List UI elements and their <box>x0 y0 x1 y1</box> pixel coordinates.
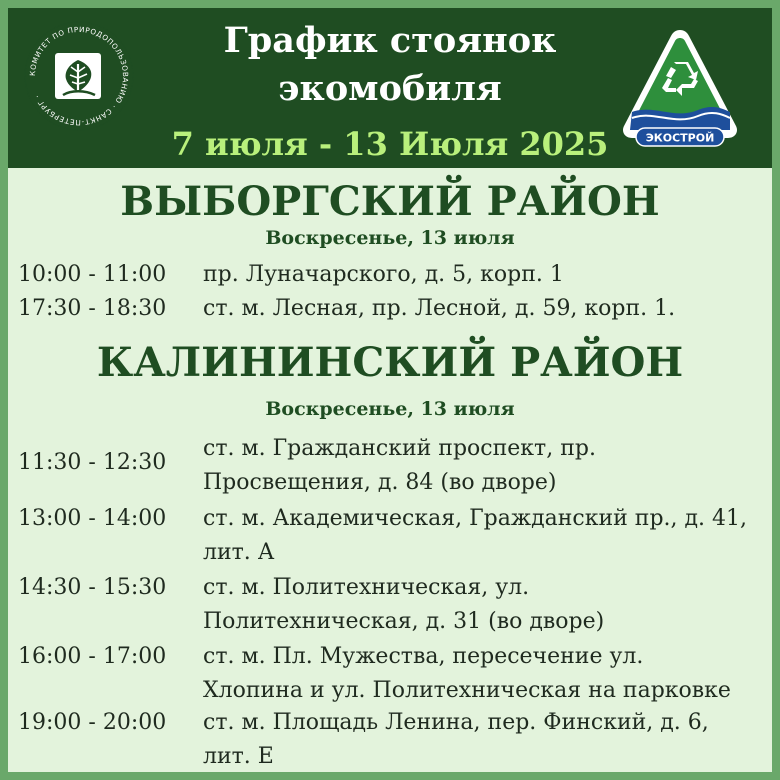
address-line: ст. м. Площадь Ленина, пер. Финский, д. 6, <box>203 710 709 735</box>
stop-time: 10:00 - 11:00 <box>18 262 167 287</box>
address-line: Хлопина и ул. Политехническая на парковке <box>203 678 731 703</box>
stop-time: 19:00 - 20:00 <box>18 710 167 735</box>
district-title-vyborgsky: ВЫБОРГСКИЙ РАЙОН <box>120 178 660 225</box>
stop-address <box>203 292 763 326</box>
address-line: ст. м. Академическая, Гражданский пр., д. 41, <box>203 506 748 531</box>
address-line: ст. м. Политехническая, ул. <box>203 575 530 600</box>
stop-address <box>203 640 763 708</box>
title-line-1: График стоянок <box>223 20 557 61</box>
stop-address <box>203 502 763 570</box>
stop-time: 11:30 - 12:30 <box>18 450 167 475</box>
address-line: Политехническая, д. 31 (во дворе) <box>203 609 605 634</box>
header-banner <box>8 8 772 168</box>
poster <box>8 8 772 772</box>
stop-address <box>203 258 763 292</box>
address-line: Просвещения, д. 84 (во дворе) <box>203 470 557 495</box>
stop-address <box>203 432 763 500</box>
title-line-2: экомобиля <box>278 68 502 109</box>
address-line: ст. м. Гражданский проспект, пр. <box>203 436 596 461</box>
stop-time: 17:30 - 18:30 <box>18 296 167 321</box>
address-line: пр. Луначарского, д. 5, корп. 1 <box>203 262 564 287</box>
district-day-kalininsky: Воскресенье, 13 июля <box>265 398 515 420</box>
district-day-vyborgsky: Воскресенье, 13 июля <box>265 227 515 249</box>
stop-time: 14:30 - 15:30 <box>18 575 167 600</box>
district-title-kalininsky: КАЛИНИНСКИЙ РАЙОН <box>96 339 684 386</box>
stop-time: 16:00 - 17:00 <box>18 644 167 669</box>
date-range: 7 июля - 13 Июля 2025 <box>171 125 609 163</box>
stop-address <box>203 706 763 774</box>
address-line: лит. А <box>203 540 275 565</box>
address-line: ст. м. Пл. Мужества, пересечение ул. <box>203 644 644 669</box>
svg-text:ЭКОСТРОЙ: ЭКОСТРОЙ <box>645 131 715 145</box>
stop-address <box>203 571 763 639</box>
stop-time: 13:00 - 14:00 <box>18 506 167 531</box>
address-line: ст. м. Лесная, пр. Лесной, д. 59, корп. 1. <box>203 296 676 321</box>
ekostroy-logo <box>618 26 742 148</box>
address-line: лит. Е <box>203 744 274 769</box>
svg-text:КОМИТЕТ ПО ПРИРОДОПОЛЬЗОВАНИЮ: КОМИТЕТ ПО ПРИРОДОПОЛЬЗОВАНИЮ · САНКТ-ПЕТЕРБУРГ · <box>27 24 131 128</box>
